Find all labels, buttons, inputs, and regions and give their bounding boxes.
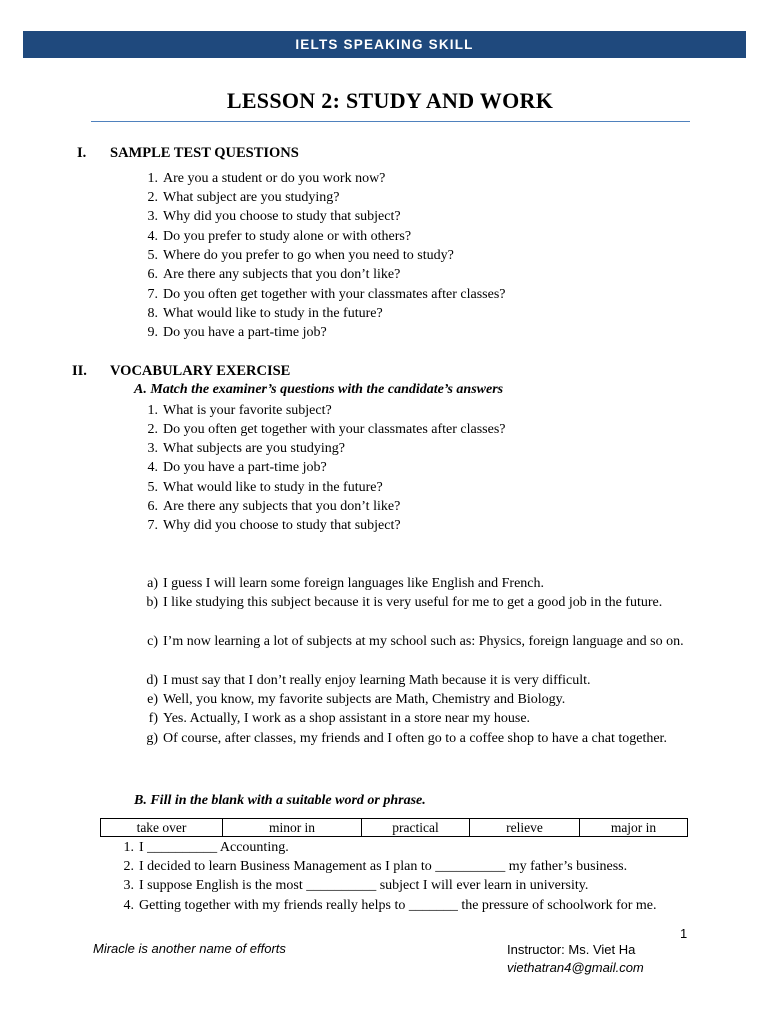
word-bank-table (100, 818, 688, 837)
section2-number: II. (72, 363, 87, 379)
word-bank-cell: relieve (470, 819, 580, 836)
word-bank-cell: take over (101, 819, 223, 836)
lesson-title: LESSON 2: STUDY AND WORK (226, 88, 554, 113)
instructor-email: viethatran4@gmail.com (507, 959, 644, 975)
page-number: 1 (680, 926, 688, 941)
footer-motto: Miracle is another name of efforts (93, 941, 286, 956)
section1-title: SAMPLE TEST QUESTIONS (110, 145, 299, 161)
section2-title: VOCABULARY EXERCISE (110, 363, 291, 379)
part-a-heading: A. Match the examiner’s questions with the candidate’s answers (134, 382, 504, 397)
instructor-name: Instructor: Ms. Viet Ha (507, 942, 636, 957)
title-underline (91, 121, 690, 122)
part-b-heading: B. Fill in the blank with a suitable word or phrase. (134, 793, 426, 808)
word-bank-cell: practical (362, 819, 470, 836)
word-bank-cell: major in (610, 820, 657, 835)
footer-contact (507, 941, 644, 976)
section1-number: I. (77, 145, 87, 161)
document-header-bar: IELTS SPEAKING SKILL (23, 31, 746, 58)
word-bank-cell: minor in (223, 819, 362, 836)
